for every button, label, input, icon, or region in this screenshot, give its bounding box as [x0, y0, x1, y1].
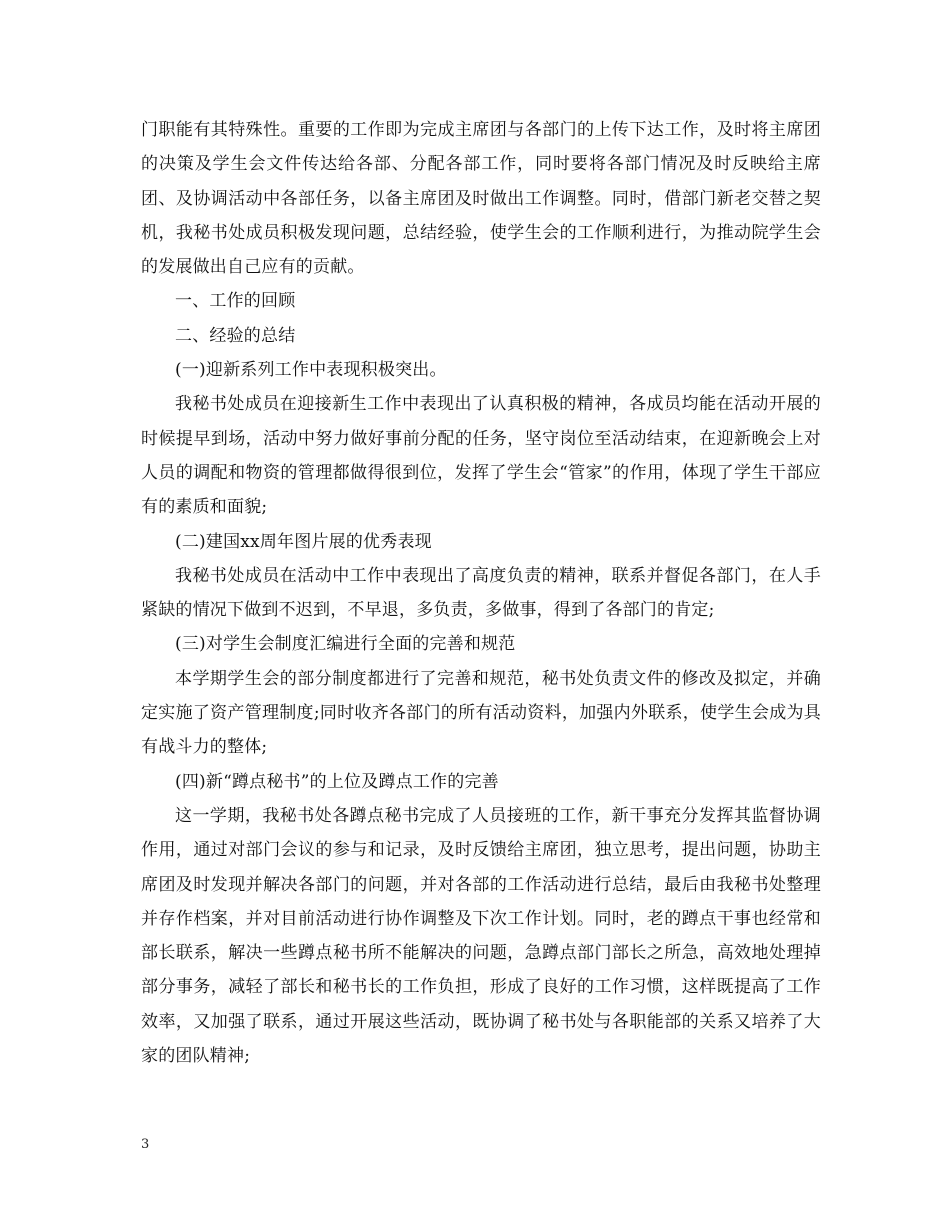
document-body	[141, 113, 821, 1073]
subheading-4: (四)新“蹲点秘书”的上位及蹲点工作的完善	[175, 771, 499, 792]
paragraph-3: 我秘书处成员在活动中工作中表现出了高度负责的精神，联系并督促各部门，在人手紧缺的情况下做到不迟到，不早退，多负责，多做事，得到了各部门的肯定;	[141, 565, 821, 621]
paragraph-1: 门职能有其特殊性。重要的工作即为完成主席团与各部门的上传下达工作，及时将主席团的决策及学生会文件传达给各部、分配各部工作，同时要将各部门情况及时反映给主席团、及协调活动中各部任务，以备主席团及时做出工作调整。同时，借部门新老交替之契机，我秘书处成员积极发现问题，总结经验，使学生会的工作顺利进行，为推动院学生会的发展做出自己应有的贡献。	[141, 120, 821, 278]
paragraph-4: 本学期学生会的部分制度都进行了完善和规范，秘书处负责文件的修改及拟定，并确定实施了资产管理制度;同时收齐各部门的所有活动资料，加强内外联系，使学生会成为具有战斗力的整体;	[141, 668, 821, 758]
heading-experience-summary: 二、经验的总结	[175, 325, 296, 346]
paragraph-2: 我秘书处成员在迎接新生工作中表现出了认真积极的精神，各成员均能在活动开展的时候提早到场，活动中努力做好事前分配的任务，坚守岗位至活动结束，在迎新晚会上对人员的调配和物资的管理都做得很到位，发挥了学生会“管家”的作用，体现了学生干部应有的素质和面貌;	[141, 394, 821, 518]
subheading-1: (一)迎新系列工作中表现积极突出。	[175, 360, 447, 381]
subheading-3: (三)对学生会制度汇编进行全面的完善和规范	[175, 634, 516, 655]
paragraph-5: 这一学期，我秘书处各蹲点秘书完成了人员接班的工作，新干事充分发挥其监督协调作用，通过对部门会议的参与和记录，及时反馈给主席团，独立思考，提出问题，协助主席团及时发现并解决各部门的问题，并对各部的工作活动进行总结，最后由我秘书处整理并存作档案，并对目前活动进行协作调整及下次工作计划。同时，老的蹲点干事也经常和部长联系，解决一些蹲点秘书所不能解决的问题，急蹲点部门部长之所急，高效地处理掉部分事务，减轻了部长和秘书长的工作负担，形成了良好的工作习惯，这样既提高了工作效率，又加强了联系，通过开展这些活动，既协调了秘书处与各职能部的关系又培养了大家的团队精神;	[141, 805, 821, 1067]
page-number: 3	[141, 1137, 150, 1152]
heading-work-review: 一、工作的回顾	[175, 291, 296, 312]
subheading-2: (二)建国xx周年图片展的优秀表现	[175, 531, 432, 552]
